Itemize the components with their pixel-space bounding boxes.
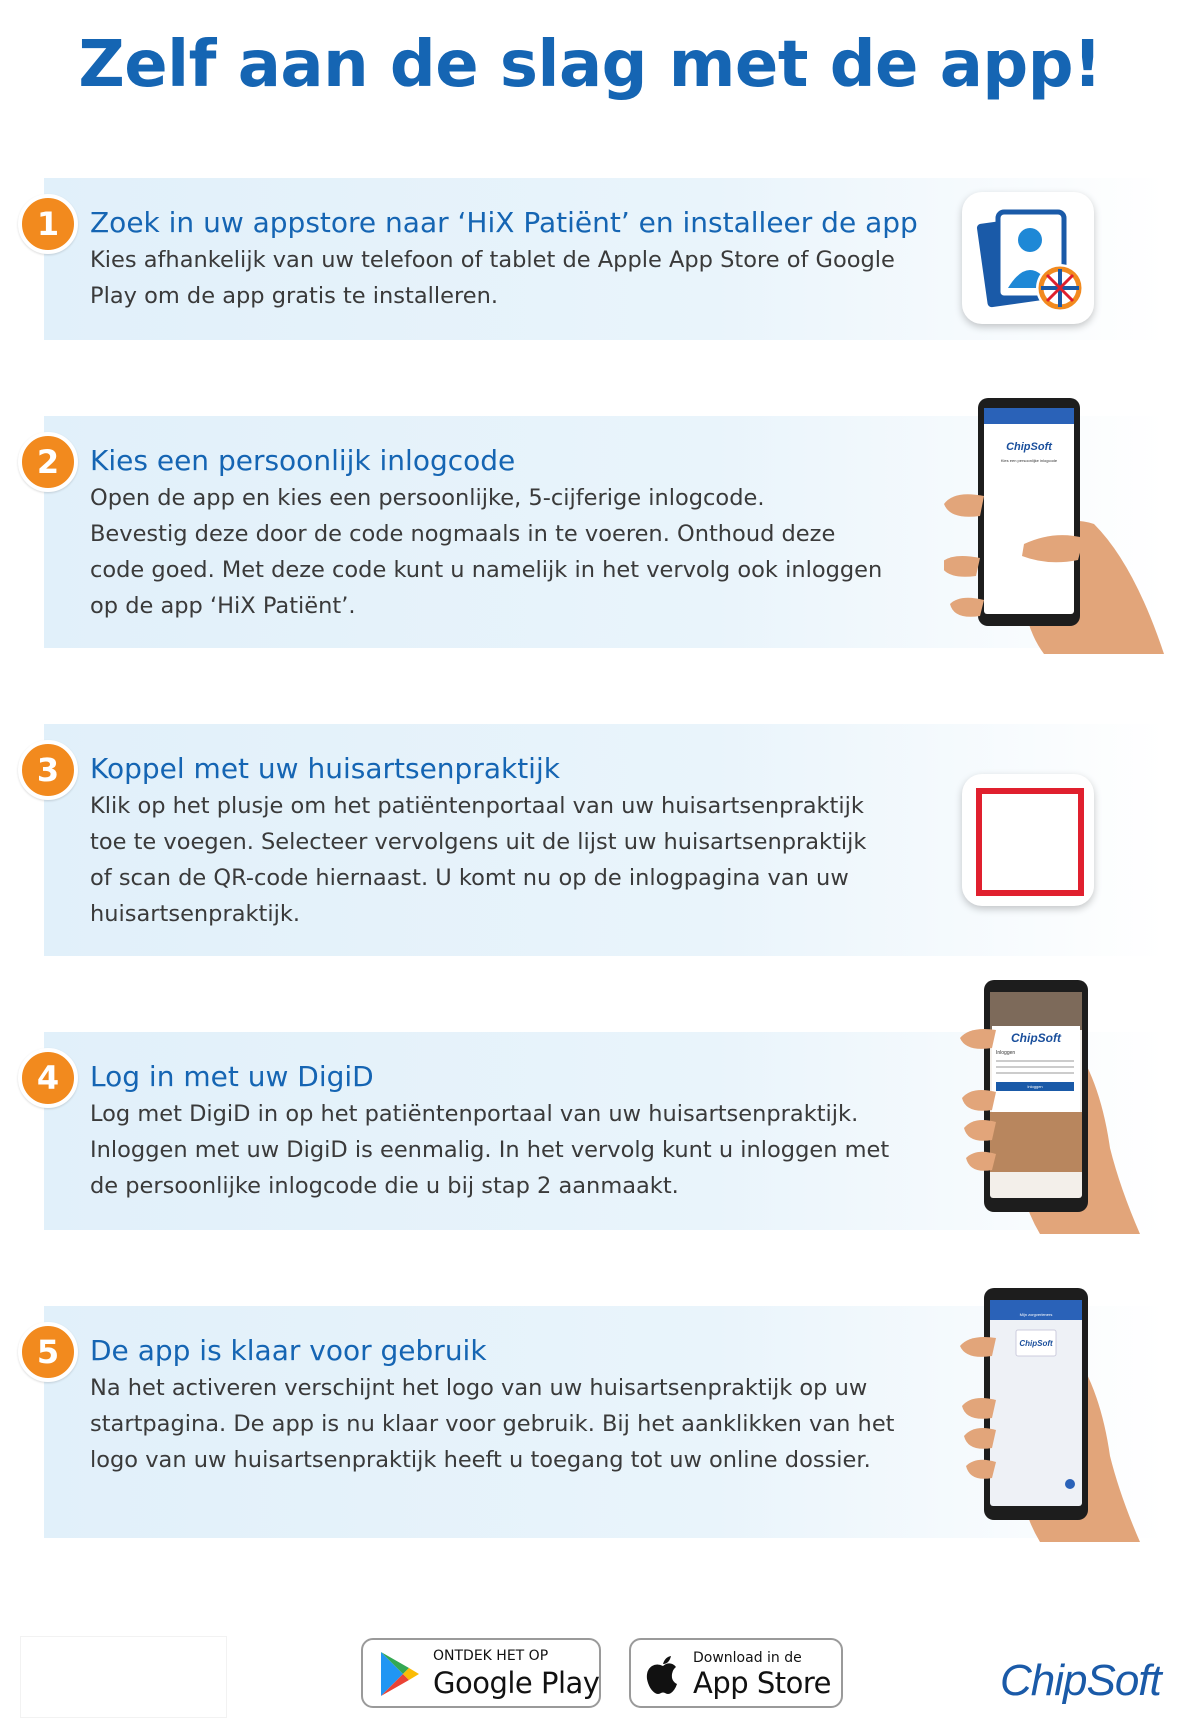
step-description-line: Inloggen met uw DigiD is eenmalig. In het vervolg kunt u inloggen met (90, 1137, 890, 1163)
step-title: Koppel met uw huisartsenpraktijk (90, 752, 560, 785)
step-title: De app is klaar voor gebruik (90, 1334, 487, 1367)
phone-login-illustration (960, 978, 1160, 1238)
step-title: Zoek in uw appstore naar ‘HiX Patiënt’ en installeer de app (90, 206, 918, 239)
step-number-badge: 4 (18, 1048, 78, 1108)
hand-holding-phone-icon (960, 978, 1160, 1234)
chipsoft-footer-logo: ChipSoft (1000, 1656, 1161, 1705)
page-title: Zelf aan de slag met de app! (78, 28, 1102, 102)
pin-prompt-text: Kies een persoonlijke inlogcode (1000, 458, 1058, 463)
hix-patient-app-icon (962, 192, 1094, 324)
step-description-line: op de app ‘HiX Patiënt’. (90, 593, 356, 619)
app-store-small-text: Download in de (693, 1650, 802, 1666)
step-description-line: Kies afhankelijk van uw telefoon of tablet de Apple App Store of Google (90, 247, 895, 273)
qr-code-tile[interactable] (962, 774, 1094, 906)
step-number-badge: 2 (18, 432, 78, 492)
portal-header-text: Mijn zorgverleners (1019, 1312, 1053, 1317)
step-description-line: logo van uw huisartsenpraktijk heeft u toegang tot uw online dossier. (90, 1447, 871, 1473)
step-number-badge: 5 (18, 1322, 78, 1382)
step-number-badge: 1 (18, 194, 78, 254)
step-description (90, 242, 895, 314)
chipsoft-logo-text: ChipSoft (1019, 1339, 1053, 1348)
step-description-line: Log met DigiD in op het patiëntenportaal van uw huisartsenpraktijk. (90, 1101, 859, 1127)
hix-app-logo-icon (962, 192, 1094, 324)
step-description-line: code goed. Met deze code kunt u namelijk in het vervolg ook inloggen (90, 557, 883, 583)
step-description-line: Bevestig deze door de code nogmaals in te voeren. Onthoud deze (90, 521, 836, 547)
step-description-line: Klik op het plusje om het patiëntenportaal van uw huisartsenpraktijk (90, 793, 864, 819)
step-description-line: Open de app en kies een persoonlijke, 5-cijferige inlogcode. (90, 485, 765, 511)
step-description (90, 788, 866, 932)
app-store-button[interactable] (629, 1638, 843, 1708)
step-description-line: startpagina. De app is nu klaar voor gebruik. Bij het aanklikken van het (90, 1411, 895, 1437)
phone-portal-illustration (960, 1286, 1160, 1546)
step-description-line: huisartsenpraktijk. (90, 901, 301, 927)
hand-holding-phone-icon (944, 394, 1164, 654)
app-store-big-text: App Store (693, 1666, 832, 1700)
login-button-text: Inloggen (1027, 1084, 1043, 1089)
step-title: Kies een persoonlijk inlogcode (90, 444, 516, 477)
step-description (90, 1096, 889, 1204)
step-description-line: Na het activeren verschijnt het logo van uw huisartsenpraktijk op uw (90, 1375, 868, 1401)
google-play-icon (377, 1650, 421, 1698)
step-description (90, 1370, 895, 1478)
step-description (90, 480, 882, 624)
google-play-button[interactable] (361, 1638, 601, 1708)
google-play-big-text: Google Play (433, 1666, 600, 1700)
step-description-line: toe te voegen. Selecteer vervolgens uit de lijst uw huisartsenpraktijk (90, 829, 867, 855)
chipsoft-logo-text: ChipSoft (1006, 441, 1052, 453)
footer-logo-area (20, 1636, 227, 1718)
step-description-line: of scan de QR-code hiernaast. U komt nu op de inlogpagina van uw (90, 865, 849, 891)
phone-pin-illustration (944, 394, 1164, 658)
step-title: Log in met uw DigiD (90, 1060, 374, 1093)
login-heading-text: Inloggen (996, 1050, 1016, 1056)
step-description-line: de persoonlijke inlogcode die u bij stap 2 aanmaakt. (90, 1173, 679, 1199)
apple-icon (645, 1652, 681, 1696)
hand-holding-phone-icon (960, 1286, 1160, 1542)
step-description-line: Play om de app gratis te installeren. (90, 283, 498, 309)
step-number-badge: 3 (18, 740, 78, 800)
qr-code-placeholder (976, 788, 1084, 896)
google-play-small-text: ONTDEK HET OP (433, 1648, 549, 1664)
chipsoft-logo-text: ChipSoft (1011, 1031, 1061, 1045)
